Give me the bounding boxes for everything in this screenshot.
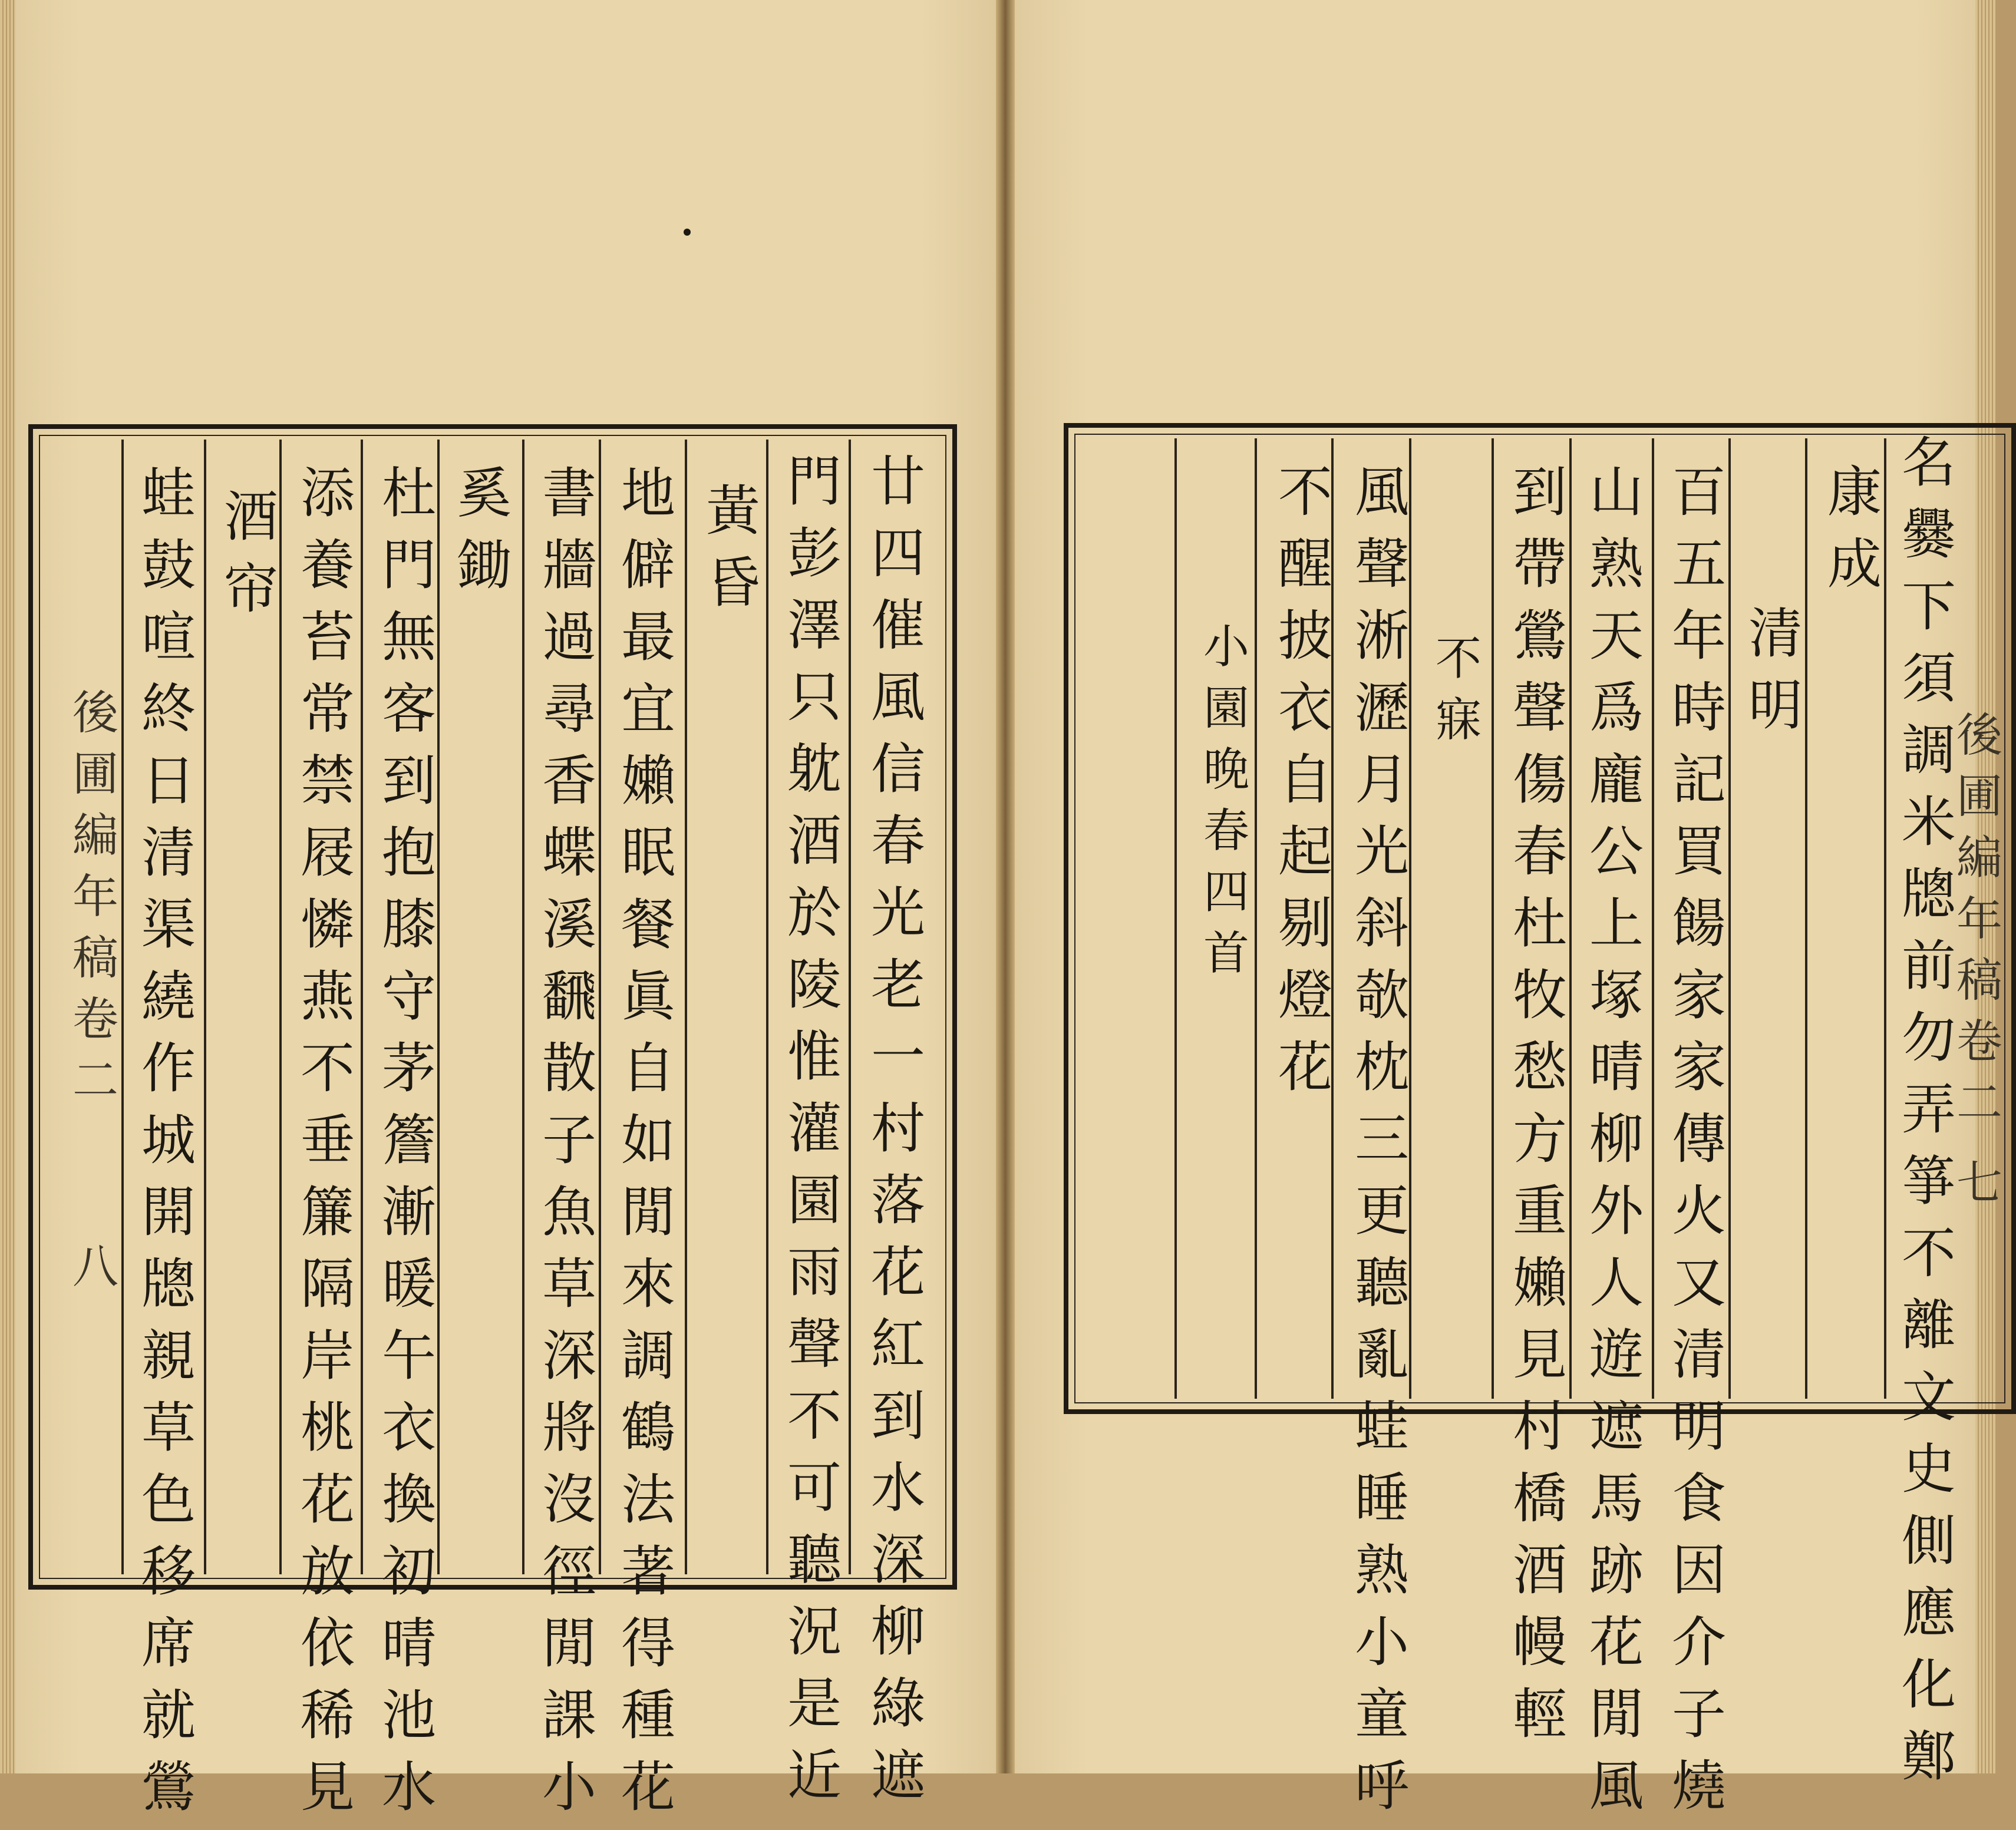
- column-rule: [1728, 438, 1731, 1399]
- column-rule: [685, 440, 687, 1574]
- text-column: 奚鋤: [448, 464, 512, 608]
- text-column: 山熟天爲龐公上塚晴柳外人遊遮馬跡花閒風: [1581, 463, 1644, 1829]
- text-column: 不寐: [1428, 634, 1481, 757]
- left-page-edges: [0, 0, 15, 1773]
- side-label: 後圃編年稿卷二: [65, 688, 118, 1117]
- book-gutter: [996, 0, 1015, 1773]
- column-rule: [279, 440, 282, 1574]
- column-rule: [522, 440, 524, 1574]
- text-column: 名爨下須調米牕前勿弄箏不離文史側應化鄭: [1893, 434, 1956, 1799]
- ink-spot: [684, 229, 691, 236]
- column-rule: [1569, 438, 1572, 1399]
- column-rule: [1174, 438, 1177, 1399]
- column-rule: [361, 440, 363, 1574]
- text-column: 地僻最宜嬾眠餐眞自如閒來調鶴法著得種花: [612, 464, 675, 1830]
- column-rule: [1409, 438, 1411, 1399]
- column-rule: [1492, 438, 1494, 1399]
- text-column: 門彭澤只躭酒於陵惟灌園雨聲不可聽況是近: [778, 452, 842, 1818]
- column-rule: [204, 440, 206, 1574]
- column-rule: [599, 440, 601, 1574]
- text-column: 小園晚春四首: [1196, 622, 1249, 990]
- column-rule: [1255, 438, 1257, 1399]
- text-column: 到帶鶯聲傷春杜牧愁方重嬾見村橋酒幔輕: [1504, 463, 1567, 1757]
- column-rule: [1652, 438, 1654, 1399]
- right-text-frame: [1064, 423, 2016, 1829]
- text-column: 蛙鼓喧終日清渠繞作城開牕親草色移席就鶯: [133, 464, 196, 1830]
- page-number: 七: [1949, 1158, 2002, 1220]
- text-column: 書牆過尋香蝶溪飜散子魚草深將沒徑閒課小: [533, 464, 596, 1830]
- page-number: 八: [65, 1242, 118, 1303]
- text-column: 添養苔常禁屐憐燕不垂簾隔岸桃花放依稀見: [292, 464, 355, 1830]
- side-label: 後圃編年稿卷二: [1949, 711, 2002, 1139]
- text-column: 廿四催風信春光老一村落花紅到水深柳綠遮: [862, 452, 925, 1818]
- text-column: 酒帘: [215, 488, 278, 632]
- text-column: 不醒披衣自起剔燈花: [1269, 463, 1332, 1110]
- column-rule: [849, 440, 851, 1574]
- column-rule: [437, 440, 440, 1574]
- text-column: 杜門無客到抱膝守茅簷漸暖午衣換初晴池水: [373, 464, 436, 1830]
- text-column: 康成: [1819, 463, 1882, 607]
- text-column: 百五年時記買餳家家傳火又清明食因介子燒: [1663, 463, 1726, 1829]
- text-column: 清明: [1740, 605, 1803, 748]
- text-column: 黃昏: [697, 482, 760, 626]
- left-text-frame: [28, 424, 957, 1830]
- column-rule: [1884, 438, 1886, 1399]
- text-column: 風聲淅瀝月光斜欹枕三更聽亂蛙睡熟小童呼: [1346, 463, 1409, 1829]
- column-rule: [766, 440, 768, 1574]
- column-rule: [1805, 438, 1807, 1399]
- column-rule: [121, 440, 124, 1574]
